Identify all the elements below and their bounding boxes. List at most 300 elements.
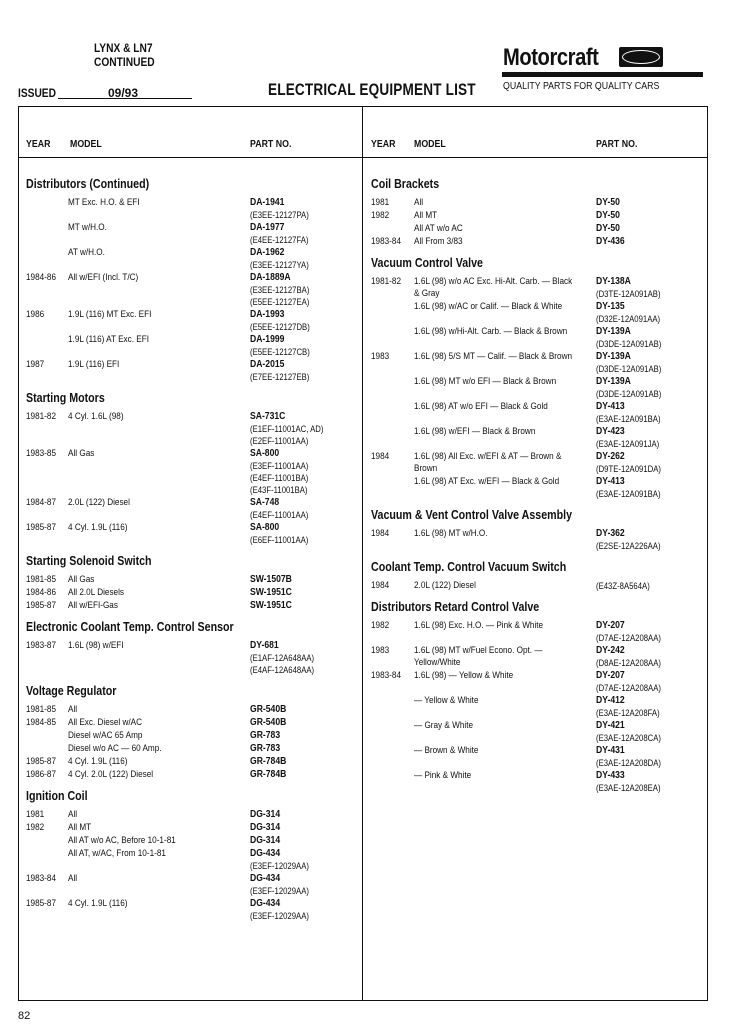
model-line: All w/EFI (Incl. T/C): [68, 272, 139, 283]
year-cell: 1984-86: [26, 587, 56, 598]
year-cell: 1983-84: [371, 670, 401, 681]
engineering-number: (D7AE-12A208AA): [596, 633, 661, 643]
page-number: 82: [18, 1010, 31, 1022]
section-title: Vacuum & Vent Control Valve Assembly: [371, 507, 573, 522]
part-number: DY-138A: [596, 276, 631, 287]
engineering-number: (E3AE-12A208FA): [596, 708, 660, 718]
part-number: SA-748: [250, 497, 280, 508]
part-cell: [596, 476, 671, 500]
engineering-number: (E7EE-12127EB): [250, 372, 310, 382]
part-cell: [596, 670, 672, 694]
part-number: DY-431: [596, 745, 625, 756]
part-number: DY-433: [596, 770, 625, 781]
model-cell: [68, 359, 119, 371]
engineering-number: (D3TE-12A091AB): [596, 289, 661, 299]
part-cell: [596, 326, 672, 350]
model-line: Yellow/White: [414, 657, 461, 668]
part-cell: [250, 848, 319, 872]
year-cell: 1982: [26, 822, 45, 833]
part-cell: [250, 448, 318, 496]
part-number: SW-1507B: [250, 574, 292, 585]
engineering-number: (E3EF-12029AA): [250, 911, 309, 921]
engineering-number: (E3EF-12029AA): [250, 861, 309, 871]
engineering-number: (E1AF-12A648AA): [250, 653, 315, 663]
model-cell: [414, 236, 463, 248]
engineering-number: (E4AF-12A648AA): [250, 665, 315, 675]
part-cell: [250, 222, 318, 246]
model-cell: [68, 717, 142, 729]
part-number: DG-434: [250, 848, 281, 859]
model-cell: [68, 769, 153, 781]
table-row: [26, 334, 356, 359]
model-cell: [68, 448, 94, 460]
model-line: All From 3/83: [414, 236, 463, 247]
engineering-number: (E4EF-11001AA): [250, 510, 309, 520]
part-number: DY-362: [596, 528, 625, 539]
model-cell: [68, 272, 138, 284]
engineering-number: (E4EF-11001BA): [250, 473, 309, 483]
part-cell: [596, 695, 670, 719]
part-cell: [250, 809, 285, 821]
model-cell: [414, 426, 535, 438]
engineering-number: (D8AE-12A208AA): [596, 658, 661, 668]
part-cell: [250, 272, 319, 308]
model-line: 1.6L (98) Exc. H.O. — Pink & White: [414, 620, 544, 631]
model-cell: [414, 376, 556, 388]
part-number: DY-207: [596, 620, 625, 631]
table-row: [371, 695, 701, 720]
part-cell: [596, 645, 672, 669]
table-row: [371, 745, 701, 770]
part-number: DY-412: [596, 695, 625, 706]
model-cell: [414, 720, 473, 732]
model-line: — Pink & White: [414, 770, 472, 781]
part-cell: [250, 522, 318, 546]
table-row: [371, 223, 701, 236]
model-cell: [414, 276, 572, 300]
part-cell: [250, 822, 285, 834]
table-row: [26, 873, 356, 898]
part-number: DA-1999: [250, 334, 285, 345]
model-cell: [414, 620, 543, 632]
part-number: GR-783: [250, 743, 281, 754]
model-cell: [414, 476, 559, 488]
model-line: 1.6L (98) AT w/o EFI — Black & Gold: [414, 401, 548, 412]
section-title: Voltage Regulator: [26, 683, 117, 698]
part-cell: [250, 309, 320, 333]
section-title: Electronic Coolant Temp. Control Sensor: [26, 619, 234, 634]
vehicle-model-line1: LYNX & LN7: [94, 41, 153, 55]
table-row: [371, 670, 701, 695]
year-cell: 1984-85: [26, 717, 56, 728]
model-line: 2.0L (122) Diesel: [414, 580, 476, 591]
right-year-header: YEAR: [371, 139, 396, 150]
table-row: [26, 309, 356, 334]
table-row: [26, 743, 356, 756]
table-row: [371, 351, 701, 376]
model-line: All: [68, 873, 78, 884]
model-line: — Gray & White: [414, 720, 474, 731]
table-row: [26, 717, 356, 730]
table-row: [371, 620, 701, 645]
model-cell: [68, 587, 124, 599]
section-title: Vacuum Control Valve: [371, 255, 483, 270]
vehicle-model-heading: [94, 41, 155, 69]
model-cell: [414, 197, 423, 209]
part-number: DY-681: [250, 640, 279, 651]
part-number: DY-139A: [596, 351, 631, 362]
year-cell: 1983-84: [26, 873, 56, 884]
part-cell: [250, 497, 318, 521]
model-cell: [414, 528, 488, 540]
part-number: GR-784B: [250, 756, 287, 767]
part-number: DY-423: [596, 426, 625, 437]
part-cell: [596, 236, 629, 248]
part-cell: [250, 574, 299, 586]
model-line: All MT: [414, 210, 438, 221]
section-title: Ignition Coil: [26, 788, 88, 803]
engineering-number: (E3EF-11001AA): [250, 461, 309, 471]
model-line: All Exc. Diesel w/AC: [68, 717, 143, 728]
year-cell: 1983-85: [26, 448, 56, 459]
engineering-number: (E3EF-12029AA): [250, 886, 309, 896]
table-row: [26, 448, 356, 497]
part-cell: [250, 898, 319, 922]
part-number: GR-784B: [250, 769, 287, 780]
table-row: [26, 835, 356, 848]
page-title: ELECTRICAL EQUIPMENT LIST: [268, 80, 476, 99]
part-number: DY-50: [596, 210, 620, 221]
part-cell: [596, 528, 671, 552]
ford-logo-icon: [619, 47, 663, 67]
model-line: MT w/H.O.: [68, 222, 107, 233]
engineering-number: (E3AE-12A091JA): [596, 439, 660, 449]
part-cell: [250, 704, 292, 716]
model-cell: [414, 401, 548, 413]
part-cell: [596, 620, 672, 644]
part-cell: [250, 743, 285, 755]
issued-date: 09/93: [108, 86, 139, 100]
part-cell: [596, 376, 672, 400]
year-cell: 1984-86: [26, 272, 56, 283]
part-number: DY-50: [596, 197, 620, 208]
part-cell: [250, 600, 299, 612]
part-number: DY-135: [596, 301, 625, 312]
engineering-number: (D32E-12A091AA): [596, 314, 661, 324]
left-model-header: MODEL: [70, 139, 102, 150]
part-cell: [250, 835, 285, 847]
year-cell: 1982: [371, 620, 390, 631]
model-line: 1.9L (116) EFI: [68, 359, 120, 370]
model-line: — Brown & White: [414, 745, 479, 756]
part-number: DY-421: [596, 720, 625, 731]
model-line: All AT w/o AC: [414, 223, 463, 234]
part-number: GR-540B: [250, 717, 287, 728]
model-cell: [68, 309, 151, 321]
model-cell: [68, 497, 130, 509]
left-column: [26, 170, 356, 923]
model-cell: [68, 898, 127, 910]
section-title: Starting Motors: [26, 390, 105, 405]
model-line: 1.6L (98) MT w/o EFI — Black & Brown: [414, 376, 557, 387]
year-cell: 1983-84: [371, 236, 401, 247]
part-number: DA-1962: [250, 247, 285, 258]
table-row: [26, 574, 356, 587]
part-cell: [596, 745, 672, 769]
model-cell: [68, 704, 77, 716]
engineering-number: (E5EE-12127EA): [250, 297, 310, 307]
table-row: [26, 756, 356, 769]
table-row: [26, 197, 356, 222]
model-line: 1.6L (98) MT w/H.O.: [414, 528, 488, 539]
part-number: DY-50: [596, 223, 620, 234]
model-line: Diesel w/AC 65 Amp: [68, 730, 143, 741]
table-row: [26, 587, 356, 600]
issued-label: ISSUED: [18, 86, 56, 100]
model-cell: [68, 574, 94, 586]
table-row: [26, 640, 356, 677]
model-line: 1.6L (98) MT w/Fuel Econo. Opt. —: [414, 645, 543, 656]
header-rule: [18, 157, 708, 158]
part-number: DG-434: [250, 898, 281, 909]
model-cell: [414, 670, 513, 682]
engineering-number: (D3DE-12A091AB): [596, 389, 662, 399]
left-year-header: YEAR: [26, 139, 51, 150]
table-row: [26, 411, 356, 448]
part-cell: [596, 580, 659, 592]
table-row: [26, 600, 356, 613]
brand-rule: [502, 72, 703, 77]
model-line: 1.6L (98) w/EFI — Black & Brown: [414, 426, 536, 437]
year-cell: 1985-87: [26, 522, 56, 533]
model-line: All 2.0L Diesels: [68, 587, 125, 598]
table-row: [26, 704, 356, 717]
model-line: All AT, w/AC, From 10-1-81: [68, 848, 166, 859]
year-cell: 1983-87: [26, 640, 56, 651]
model-line: All Gas: [68, 574, 95, 585]
part-number: GR-783: [250, 730, 281, 741]
year-cell: 1982: [371, 210, 390, 221]
model-cell: [68, 873, 77, 885]
part-number: GR-540B: [250, 704, 287, 715]
model-line: 1.9L (116) AT Exc. EFI: [68, 334, 149, 345]
part-cell: [596, 276, 671, 300]
year-cell: 1981-82: [26, 411, 56, 422]
part-number: DA-1993: [250, 309, 285, 320]
year-cell: 1983: [371, 645, 390, 656]
table-row: [371, 236, 701, 249]
part-number: SA-731C: [250, 411, 286, 422]
engineering-number: (E3AE-12A091BA): [596, 414, 661, 424]
model-line: & Gray: [414, 288, 440, 299]
table-row: [371, 770, 701, 795]
model-cell: [414, 770, 471, 782]
year-cell: 1981: [26, 809, 45, 820]
table-row: [371, 210, 701, 223]
engineering-number: (E3AE-12A208DA): [596, 758, 661, 768]
year-cell: 1981-85: [26, 574, 56, 585]
part-number: DY-262: [596, 451, 625, 462]
engineering-number: (E4EE-12127FA): [250, 235, 309, 245]
year-cell: 1983: [371, 351, 390, 362]
right-model-header: MODEL: [414, 139, 446, 150]
model-line: 1.6L (98) — Yellow & White: [414, 670, 514, 681]
part-cell: [596, 451, 672, 475]
engineering-number: (E6EF-11001AA): [250, 535, 309, 545]
part-number: DY-139A: [596, 326, 631, 337]
model-cell: [68, 835, 176, 847]
year-cell: 1981: [371, 197, 390, 208]
engineering-number: (E2SE-12A226AA): [596, 541, 661, 551]
model-line: All Gas: [68, 448, 95, 459]
part-number: DY-413: [596, 476, 625, 487]
part-number: DA-2015: [250, 359, 285, 370]
part-number: DG-314: [250, 835, 281, 846]
model-line: 1.6L (98) w/Hi-Alt. Carb. — Black & Brown: [414, 326, 568, 337]
part-cell: [596, 770, 671, 794]
model-cell: [68, 756, 127, 768]
table-row: [26, 272, 356, 309]
engineering-number: (E3EE-12127YA): [250, 260, 309, 270]
model-line: 1.6L (98) w/o AC Exc. Hi-Alt. Carb. — Black: [414, 276, 573, 287]
engineering-number: (D3DE-12A091AB): [596, 339, 662, 349]
column-divider: [362, 106, 363, 1001]
part-cell: [596, 223, 624, 235]
model-line: AT w/H.O.: [68, 247, 105, 258]
part-cell: [596, 401, 671, 425]
model-cell: [68, 730, 142, 742]
engineering-number: (E43F-11001BA): [250, 485, 308, 495]
year-cell: 1985-87: [26, 898, 56, 909]
model-line: All AT w/o AC, Before 10-1-81: [68, 835, 176, 846]
engineering-number: (E3EE-12127PA): [250, 210, 309, 220]
model-cell: [68, 411, 124, 423]
part-number: SW-1951C: [250, 587, 292, 598]
model-cell: [414, 351, 572, 363]
table-row: [26, 809, 356, 822]
year-cell: 1986-87: [26, 769, 56, 780]
table-row: [371, 326, 701, 351]
model-cell: [68, 222, 107, 234]
model-line: All: [68, 809, 78, 820]
section-title: Coolant Temp. Control Vacuum Switch: [371, 559, 567, 574]
model-line: 4 Cyl. 2.0L (122) Diesel: [68, 769, 154, 780]
table-row: [371, 426, 701, 451]
right-part-header: PART NO.: [596, 139, 638, 150]
part-cell: [250, 640, 325, 676]
engineering-number: (E3AE-12A208EA): [596, 783, 661, 793]
table-row: [26, 769, 356, 782]
year-cell: 1987: [26, 359, 45, 370]
model-line: 4 Cyl. 1.6L (98): [68, 411, 124, 422]
brand-tagline: QUALITY PARTS FOR QUALITY CARS: [503, 81, 660, 92]
engineering-number: (E3AE-12A208CA): [596, 733, 661, 743]
table-row: [371, 276, 701, 301]
table-row: [26, 522, 356, 547]
table-row: [26, 848, 356, 873]
model-cell: [414, 301, 562, 313]
year-cell: 1985-87: [26, 600, 56, 611]
engineering-number: (D3DE-12A091AB): [596, 364, 662, 374]
table-row: [371, 197, 701, 210]
part-cell: [250, 756, 292, 768]
table-row: [371, 528, 701, 553]
table-row: [26, 497, 356, 522]
engineering-number: (E5EE-12127CB): [250, 347, 310, 357]
part-number: DG-434: [250, 873, 281, 884]
model-cell: [68, 809, 77, 821]
part-number: SA-800: [250, 448, 280, 459]
right-column: [371, 170, 701, 795]
model-cell: [414, 451, 561, 475]
part-cell: [596, 351, 672, 375]
model-cell: [68, 247, 105, 259]
model-cell: [68, 848, 166, 860]
engineering-number: (D9TE-12A091DA): [596, 464, 661, 474]
part-cell: [596, 720, 672, 744]
engineering-number: (E3AE-12A091BA): [596, 489, 661, 499]
part-number: DA-1977: [250, 222, 285, 233]
year-cell: 1984: [371, 528, 390, 539]
part-cell: [596, 426, 670, 450]
section-title: Coil Brackets: [371, 176, 440, 191]
part-cell: [250, 334, 320, 358]
model-line: All: [68, 704, 78, 715]
model-cell: [414, 210, 437, 222]
model-cell: [68, 600, 118, 612]
table-row: [371, 476, 701, 501]
vehicle-model-line2: CONTINUED: [94, 55, 155, 69]
year-cell: 1984: [371, 580, 390, 591]
model-cell: [414, 645, 543, 669]
table-row: [26, 822, 356, 835]
part-cell: [250, 717, 292, 729]
engineering-number: (E5EE-12127DB): [250, 322, 310, 332]
engineering-number: (D7AE-12A208AA): [596, 683, 661, 693]
model-line: Brown: [414, 463, 438, 474]
table-row: [371, 720, 701, 745]
part-number: DG-314: [250, 822, 281, 833]
table-row: [26, 222, 356, 247]
engineering-number: (E2EF-11001AA): [250, 436, 309, 446]
table-row: [371, 301, 701, 326]
model-line: Diesel w/o AC — 60 Amp.: [68, 743, 162, 754]
part-cell: [250, 873, 319, 897]
part-cell: [596, 197, 624, 209]
model-line: 1.6L (98) AT Exc. w/EFI — Black & Gold: [414, 476, 560, 487]
part-cell: [250, 769, 292, 781]
part-cell: [250, 197, 318, 221]
part-number: DY-436: [596, 236, 625, 247]
table-row: [26, 359, 356, 384]
left-part-header: PART NO.: [250, 139, 292, 150]
table-row: [371, 580, 701, 593]
part-cell: [250, 730, 285, 742]
year-cell: 1984: [371, 451, 390, 462]
part-number: DY-139A: [596, 376, 631, 387]
part-number: DY-207: [596, 670, 625, 681]
model-line: 4 Cyl. 1.9L (116): [68, 756, 128, 767]
part-cell: [250, 587, 299, 599]
model-cell: [68, 822, 91, 834]
model-line: 1.6L (98) w/EFI: [68, 640, 124, 651]
part-number: SA-800: [250, 522, 280, 533]
engineering-number: (E1EF-11001AC, AD): [250, 424, 324, 434]
table-row: [371, 451, 701, 476]
year-cell: 1986: [26, 309, 45, 320]
engineering-number: (E3EE-12127BA): [250, 285, 310, 295]
model-line: MT Exc. H.O. & EFI: [68, 197, 140, 208]
